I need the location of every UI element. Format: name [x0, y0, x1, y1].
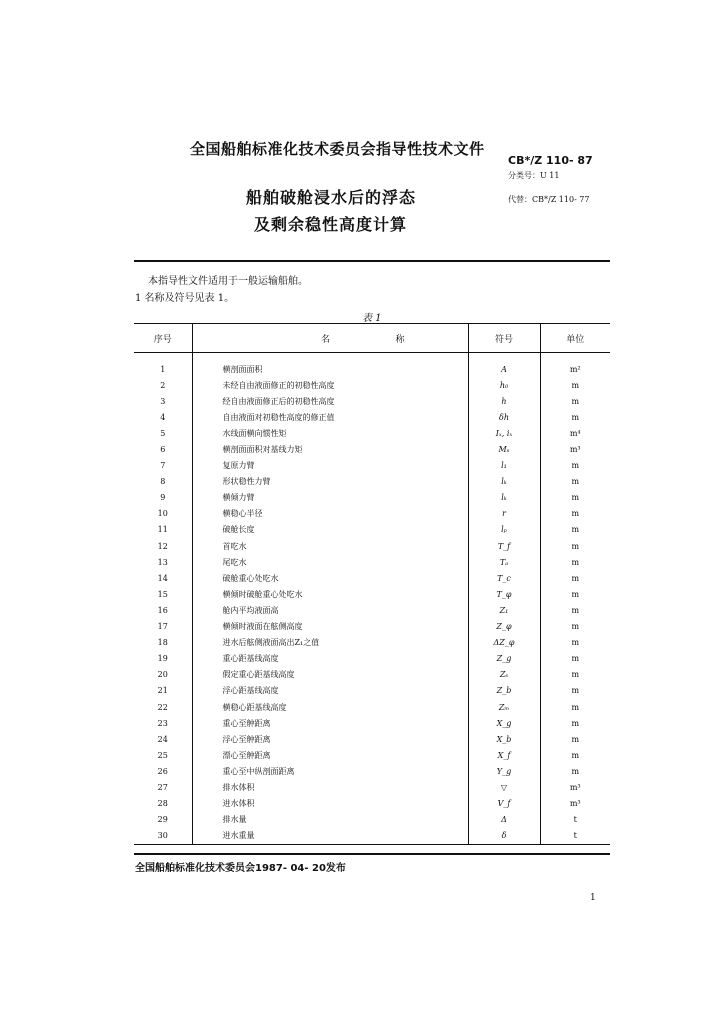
row-number: 7	[160, 461, 166, 471]
row-number: 26	[157, 766, 168, 776]
table-row	[134, 393, 610, 409]
row-symbol: Z_b	[468, 683, 540, 699]
row-symbol: Z₁	[468, 602, 540, 618]
row-unit: m	[540, 377, 610, 393]
table-row	[134, 474, 610, 490]
row-name: 进水后舷侧液面高出Z₁之值	[192, 635, 468, 651]
header-unit: 单位	[540, 324, 610, 353]
row-symbol: ΔZ_φ	[468, 635, 540, 651]
row-unit: m	[540, 554, 610, 570]
row-number: 11	[157, 525, 168, 535]
section-1-text: 1 名称及符号见表 1。	[135, 293, 235, 304]
table-row	[134, 763, 610, 779]
replaces-standard: 代替：CB*/Z 110- 77	[508, 195, 590, 204]
row-number: 23	[157, 718, 168, 728]
row-name: 浮心至舯距离	[192, 731, 468, 747]
row-unit: m	[540, 570, 610, 586]
table-row	[134, 667, 610, 683]
row-name: 浮心距基线高度	[192, 683, 468, 699]
row-symbol: Zₘ	[468, 699, 540, 715]
table-row	[134, 554, 610, 570]
standard-number: CB*/Z 110- 87	[508, 154, 593, 167]
row-name: 进水重量	[192, 828, 468, 845]
table-row	[134, 570, 610, 586]
table-row	[134, 812, 610, 828]
issue-statement: 全国船舶标准化技术委员会1987- 04- 20发布	[135, 863, 346, 874]
row-unit: m	[540, 522, 610, 538]
footer-divider	[134, 853, 610, 855]
row-symbol: A	[468, 353, 540, 378]
header-name-b: 称	[395, 334, 405, 345]
row-unit: m³	[540, 779, 610, 795]
table-row	[134, 619, 610, 635]
row-number: 13	[157, 557, 168, 567]
row-name: 横倾时液面在舷侧高度	[192, 619, 468, 635]
row-unit: m	[540, 619, 610, 635]
table-row	[134, 747, 610, 763]
row-unit: m	[540, 651, 610, 667]
page-number: 1	[590, 893, 596, 903]
row-name: 舱内平均液面高	[192, 602, 468, 618]
row-name: 重心至舯距离	[192, 715, 468, 731]
row-symbol: Z_φ	[468, 619, 540, 635]
row-number: 16	[157, 605, 168, 615]
row-symbol: T_φ	[468, 586, 540, 602]
header-symbol: 符号	[468, 324, 540, 353]
header-divider	[134, 260, 610, 262]
table-header-row	[134, 324, 610, 353]
row-name: 横剖面面积对基线力矩	[192, 441, 468, 457]
row-symbol: V_f	[468, 796, 540, 812]
table-row	[134, 651, 610, 667]
header-name-a: 名	[320, 334, 330, 345]
row-symbol: r	[468, 506, 540, 522]
table-row	[134, 506, 610, 522]
row-unit: m	[540, 602, 610, 618]
row-number: 6	[160, 445, 166, 455]
row-number: 18	[157, 638, 168, 648]
table-row	[134, 699, 610, 715]
row-name: 横倾时破舱重心处吃水	[192, 586, 468, 602]
row-unit: m	[540, 635, 610, 651]
committee-document-header: 全国船舶标准化技术委员会指导性技术文件	[190, 140, 485, 158]
table-row	[134, 731, 610, 747]
row-name: 形状稳性力臂	[192, 474, 468, 490]
row-number: 9	[160, 493, 166, 503]
symbols-table	[134, 323, 610, 845]
classification-number: 分类号：U 11	[508, 171, 560, 180]
row-symbol: Δ	[468, 812, 540, 828]
row-symbol: T_f	[468, 538, 540, 554]
row-number: 10	[157, 509, 168, 519]
table-row	[134, 602, 610, 618]
row-number: 1	[160, 364, 166, 374]
table-row	[134, 458, 610, 474]
row-number: 30	[134, 828, 192, 845]
row-number: 25	[157, 750, 168, 760]
row-symbol: l₁	[468, 458, 540, 474]
row-unit: m	[540, 506, 610, 522]
row-unit: m	[540, 538, 610, 554]
row-number: 12	[157, 541, 168, 551]
table-caption: 表 1	[362, 313, 382, 324]
row-number: 20	[157, 670, 168, 680]
table-row	[134, 522, 610, 538]
table-row	[134, 715, 610, 731]
table-row	[134, 635, 610, 651]
row-symbol: h	[468, 393, 540, 409]
table-row	[134, 796, 610, 812]
row-name: 重心距基线高度	[192, 651, 468, 667]
row-name: 复原力臂	[192, 458, 468, 474]
row-symbol: X_b	[468, 731, 540, 747]
row-name: 未经自由液面修正的初稳性高度	[192, 377, 468, 393]
row-name: 破舱重心处吃水	[192, 570, 468, 586]
row-number: 5	[160, 428, 166, 438]
row-symbol: T_c	[468, 570, 540, 586]
row-number: 17	[157, 622, 168, 632]
table-row	[134, 353, 610, 378]
row-symbol: δh	[468, 409, 540, 425]
row-unit: m	[540, 409, 610, 425]
table-row	[134, 441, 610, 457]
row-symbol: Zₛ	[468, 667, 540, 683]
row-name: 破舱长度	[192, 522, 468, 538]
row-unit: t	[540, 828, 610, 845]
intro-paragraph: 本指导性文件适用于一般运输船舶。	[148, 276, 308, 287]
row-unit: m	[540, 715, 610, 731]
row-name: 重心至中纵剖面距离	[192, 763, 468, 779]
table-row	[134, 409, 610, 425]
row-unit: m	[540, 731, 610, 747]
row-unit: m³	[540, 441, 610, 457]
header-no: 序号	[134, 324, 192, 353]
row-symbol: Iₓ, iₓ	[468, 425, 540, 441]
row-unit: m	[540, 763, 610, 779]
row-number: 24	[157, 734, 168, 744]
table-row	[134, 683, 610, 699]
row-symbol: ▽	[468, 779, 540, 795]
row-name: 横稳心半径	[192, 506, 468, 522]
row-number: 3	[160, 396, 166, 406]
row-symbol: X_g	[468, 715, 540, 731]
row-symbol: Tₐ	[468, 554, 540, 570]
row-name: 横倾力臂	[192, 490, 468, 506]
row-number: 22	[157, 702, 168, 712]
row-name: 横剖面面积	[192, 353, 468, 378]
table-row	[134, 538, 610, 554]
row-symbol: lₖ	[468, 474, 540, 490]
table-row	[134, 425, 610, 441]
document-title-line-2: 及剩余稳性高度计算	[254, 215, 408, 234]
row-number: 2	[160, 380, 166, 390]
row-name: 进水体积	[192, 796, 468, 812]
row-unit: m	[540, 586, 610, 602]
row-name: 首吃水	[192, 538, 468, 554]
row-number: 29	[157, 815, 168, 825]
table-row	[134, 490, 610, 506]
table-row	[134, 828, 610, 845]
row-number: 4	[160, 412, 166, 422]
row-unit: m	[540, 393, 610, 409]
table-row	[134, 779, 610, 795]
row-name: 自由液面对初稳性高度的修正值	[192, 409, 468, 425]
row-unit: m³	[540, 796, 610, 812]
document-title-line-1: 船舶破舱浸水后的浮态	[246, 188, 417, 207]
row-symbol: Z_g	[468, 651, 540, 667]
row-name: 尾吃水	[192, 554, 468, 570]
row-unit: m²	[540, 353, 610, 378]
row-name: 假定重心距基线高度	[192, 667, 468, 683]
row-number: 8	[160, 477, 166, 487]
row-number: 28	[157, 799, 168, 809]
row-symbol: h₀	[468, 377, 540, 393]
table-row	[134, 586, 610, 602]
row-number: 15	[157, 589, 168, 599]
row-unit: m	[540, 699, 610, 715]
row-unit: m	[540, 667, 610, 683]
row-name: 排水量	[192, 812, 468, 828]
row-symbol: Mₛ	[468, 441, 540, 457]
row-name: 漂心至舯距离	[192, 747, 468, 763]
row-symbol: lₖ	[468, 490, 540, 506]
row-name: 水线面横向惯性矩	[192, 425, 468, 441]
row-symbol: lₚ	[468, 522, 540, 538]
row-symbol: Y_g	[468, 763, 540, 779]
row-name: 横稳心距基线高度	[192, 699, 468, 715]
table-row	[134, 377, 610, 393]
row-number: 14	[157, 573, 168, 583]
row-number: 27	[157, 782, 168, 792]
row-number: 21	[157, 686, 168, 696]
row-unit: m	[540, 474, 610, 490]
header-name	[192, 324, 468, 353]
row-unit: m	[540, 683, 610, 699]
row-unit: m	[540, 747, 610, 763]
row-unit: m⁴	[540, 425, 610, 441]
row-symbol: X_f	[468, 747, 540, 763]
row-number: 19	[157, 654, 168, 664]
row-symbol: δ	[468, 828, 540, 845]
row-unit: m	[540, 458, 610, 474]
row-unit: t	[540, 812, 610, 828]
row-name: 经自由液面修正后的初稳性高度	[192, 393, 468, 409]
row-unit: m	[540, 490, 610, 506]
row-name: 排水体积	[192, 779, 468, 795]
